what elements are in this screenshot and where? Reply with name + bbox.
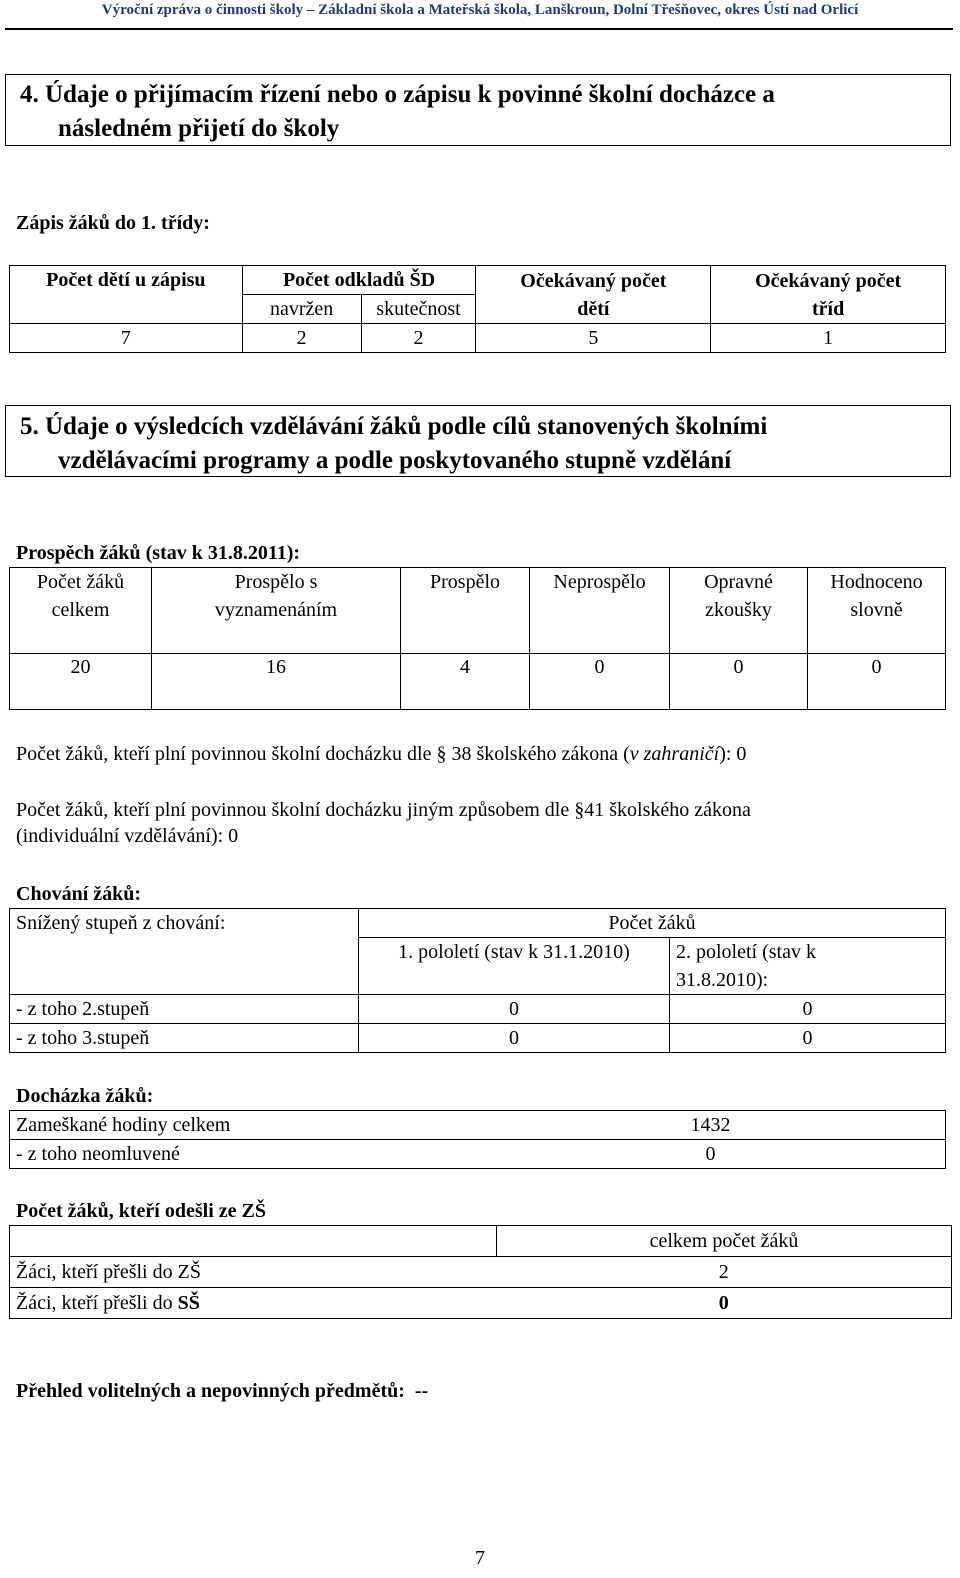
odesli-row-value: 2 <box>497 1257 952 1288</box>
chovani-row-label: - z toho 3.stupeň <box>10 1024 359 1053</box>
volitelne-predmety: Přehled volitelných a nepovinných předmětů: -- <box>16 1380 429 1402</box>
dochazka-table <box>9 1110 946 1169</box>
section-5-title-line1: 5. Údaje o výsledcích vzdělávání žáků podle cílů stanovených školními <box>20 413 768 440</box>
chovani-row-label: - z toho 2.stupeň <box>10 995 359 1024</box>
section-5-title-box <box>5 405 951 477</box>
dochazka-row-label: Zameškané hodiny celkem <box>10 1111 477 1140</box>
prospech-value: 4 <box>401 654 530 710</box>
odesli-row-label: Žáci, kteří přešli do SŠ <box>10 1288 497 1319</box>
zapis-col-ocekavany-trid: Očekávaný počet tříd <box>711 266 946 324</box>
prospech-col-opravne: Opravné zkoušky <box>670 568 808 654</box>
zapis-value: 2 <box>361 324 476 353</box>
prospech-col-neprospelo: Neprospělo <box>530 568 670 654</box>
section-4-title-line1: 4. Údaje o přijímacím řízení nebo o zápisu k povinné školní docházce a <box>20 81 775 108</box>
document-header: Výroční zpráva o činnosti školy – Základní škola a Mateřská škola, Lanškroun, Dolní Třešňovec, okres Ústí nad Orlicí <box>101 2 859 18</box>
zapis-col-navrzen: navržen <box>242 295 361 324</box>
chovani-heading: Chování žáků: <box>16 883 142 905</box>
prospech-col-prospelo: Prospělo <box>401 568 530 654</box>
chovani-row-value: 0 <box>670 1024 946 1053</box>
prospech-col-slovne: Hodnoceno slovně <box>808 568 946 654</box>
dochazka-row-value: 0 <box>476 1140 946 1169</box>
prospech-value: 0 <box>808 654 946 710</box>
chovani-pololeti-1: 1. pololetí (stav k 31.1.2010) <box>359 938 670 995</box>
prospech-value: 20 <box>10 654 152 710</box>
chovani-pololeti-2: 2. pololetí (stav k 31.8.2010): <box>670 938 946 995</box>
prospech-col-celkem: Počet žáků celkem <box>10 568 152 654</box>
dochazka-row-value: 1432 <box>476 1111 946 1140</box>
section-4-title-box <box>5 74 951 146</box>
odesli-row-value: 0 <box>497 1288 952 1319</box>
chovani-row-value: 0 <box>359 995 670 1024</box>
chovani-pocet-zaku-header: Počet žáků <box>359 909 946 938</box>
chovani-row-value: 0 <box>359 1024 670 1053</box>
zapis-col-odklady: Počet odkladů ŠD <box>242 266 476 295</box>
zapis-col-ocekavany-deti: Očekávaný počet dětí <box>476 266 711 324</box>
zapis-value: 7 <box>10 324 243 353</box>
prospech-heading: Prospěch žáků (stav k 31.8.2011): <box>16 542 301 564</box>
zahranici-paragraph: Počet žáků, kteří plní povinnou školní docházku dle § 38 školského zákona (v zahraničí): 0 <box>16 743 747 765</box>
prospech-col-vyznamenani: Prospělo s vyznamenáním <box>152 568 401 654</box>
zapis-col-deti: Počet dětí u zápisu <box>10 266 243 324</box>
prospech-table <box>9 567 946 710</box>
odesli-header-empty <box>10 1226 497 1257</box>
zapis-value: 2 <box>242 324 361 353</box>
prospech-value: 0 <box>530 654 670 710</box>
odesli-heading: Počet žáků, kteří odešli ze ZŠ <box>16 1200 266 1222</box>
zapis-value: 1 <box>711 324 946 353</box>
odesli-table <box>9 1225 952 1319</box>
chovani-label: Snížený stupeň z chování: <box>10 909 359 995</box>
page-number: 7 <box>475 1547 485 1569</box>
zapis-value: 5 <box>476 324 711 353</box>
zapis-col-skutecnost: skutečnost <box>361 295 476 324</box>
prospech-value: 16 <box>152 654 401 710</box>
prospech-value: 0 <box>670 654 808 710</box>
header-divider <box>5 28 953 30</box>
odesli-row-label: Žáci, kteří přešli do ZŠ <box>10 1257 497 1288</box>
dochazka-heading: Docházka žáků: <box>16 1085 154 1107</box>
section-5-title-line2: vzdělávacími programy a podle poskytovaného stupně vzdělání <box>58 447 732 474</box>
chovani-table <box>9 908 946 1053</box>
odesli-header: celkem počet žáků <box>497 1226 952 1257</box>
zapis-heading: Zápis žáků do 1. třídy: <box>16 212 210 234</box>
individualni-paragraph: Počet žáků, kteří plní povinnou školní docházku jiným způsobem dle §41 školského zákona (individuální vzdělávání): 0 <box>16 799 751 847</box>
dochazka-row-label: - z toho neomluvené <box>10 1140 477 1169</box>
chovani-row-value: 0 <box>670 995 946 1024</box>
zapis-table <box>9 265 946 353</box>
section-4-title-line2: následném přijetí do školy <box>58 115 340 142</box>
